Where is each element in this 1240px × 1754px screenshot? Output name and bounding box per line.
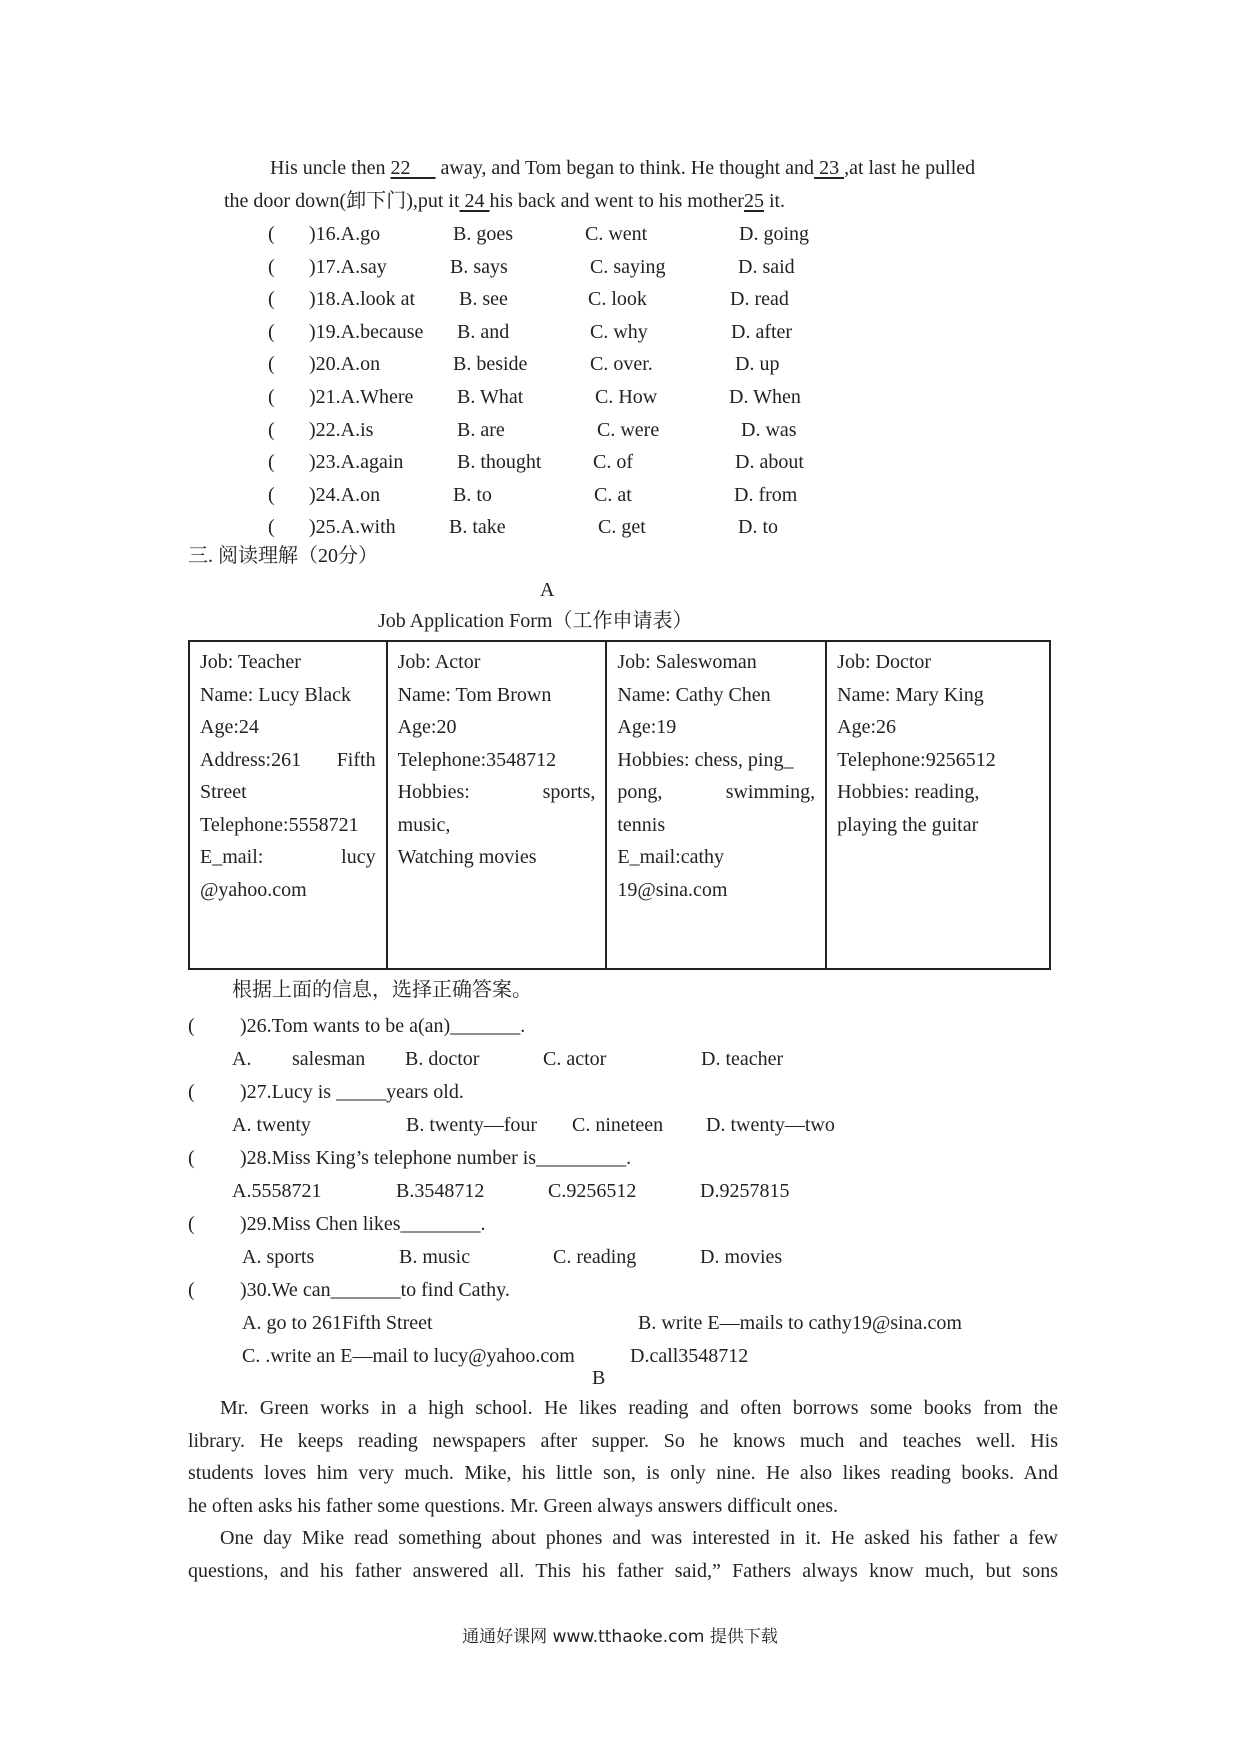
hobby: tennis [617,813,666,836]
option-c: C. at [594,483,632,506]
age: Age:24 [200,716,259,738]
question-26 [0,1012,1240,1040]
passage-line: he often asks his father some questions. Mr. Green always answers difficult ones. [188,1494,839,1517]
option-b: B. are [457,418,505,441]
applicant-teacher [189,641,387,969]
option-c: C. look [588,288,647,311]
option-a: )20.A.on [309,353,381,376]
answer-paren: ( [188,1147,195,1169]
option-a-text: salesman [292,1048,366,1070]
option-a: A. twenty [232,1114,311,1136]
text: His uncle then [270,157,391,179]
option-b: B. take [449,516,506,539]
hobbies: Hobbies: reading, [837,781,980,803]
option-b: B. says [450,255,508,278]
cloze-question-23 [0,448,1240,476]
answer-paren: ( [268,483,275,506]
option-d: D. to [738,516,778,539]
hobby: pong, [617,781,663,803]
option-b: B. thought [457,451,542,474]
question-29 [0,1210,1240,1238]
hobby: swimming, [725,781,816,803]
hobby: Watching movies [397,846,537,868]
email-label: E_mail: [200,846,264,868]
option-a: )17.A.say [309,255,387,278]
option-d: D.call3548712 [630,1345,749,1367]
hobby: sports, [542,781,596,803]
hobby: playing the guitar [837,813,979,836]
option-b: B. and [457,320,510,343]
blank-24: 24 [459,190,490,212]
option-c: C. went [585,223,648,245]
answer-paren: ( [268,255,275,278]
part-b-label: B [592,1367,606,1389]
answer-paren: ( [268,320,275,343]
answer-paren: ( [188,1279,195,1301]
question-28 [0,1144,1240,1172]
passage-line: One day Mike read something about phones and was interested in it. He asked his father a few [220,1527,1058,1549]
option-c: C. were [597,418,660,441]
answer-paren: ( [188,1081,195,1103]
text: away, and Tom began to think. He thought and [435,157,815,179]
passage-b-paragraph-2 [188,1522,1058,1587]
option-a: )19.A.because [309,320,424,343]
address-line [200,744,376,777]
cloze-question-24 [0,481,1240,509]
option-b: B. twenty—four [406,1114,538,1136]
option-d: D. up [735,353,780,376]
option-a: )23.A.again [309,451,404,474]
telephone: Telephone:3548712 [397,748,557,771]
text: his back and went to his mother [489,190,744,212]
cloze-question-20 [0,350,1240,378]
option-c: C. saying [590,255,666,278]
text: ,at last he pulled [844,157,976,179]
option-a: )22.A.is [309,418,374,441]
blank-23: 23 [814,157,845,179]
option-b: B.3548712 [396,1180,485,1202]
part-a-label: A [540,579,555,601]
name: Name: Mary King [837,683,984,706]
telephone: Telephone:5558721 [200,813,359,836]
cloze-question-21 [0,383,1240,411]
options-29 [0,1243,1240,1271]
option-b: B. doctor [405,1048,480,1070]
applicant-actor [387,641,607,969]
hobby: music, [397,813,451,836]
option-a: )25.A.with [309,516,396,539]
job: Job: Saleswoman [617,651,757,673]
question-27 [0,1078,1240,1106]
job-application-table [188,640,1051,970]
options-30-cd [0,1342,1240,1370]
option-b: B. What [457,386,524,408]
option-c: C. nineteen [572,1114,664,1136]
passage-line: questions, and his father answered all. This his father said,” Fathers always know much, but sons [188,1559,1058,1582]
option-d: D. from [734,483,798,506]
question-stem: )27.Lucy is _____years old. [240,1081,464,1103]
cloze-question-25 [0,513,1240,541]
options-30-ab [0,1309,1240,1337]
answer-paren: ( [268,223,275,245]
answer-paren: ( [268,516,275,539]
option-c: C. reading [553,1246,637,1268]
address-cont: Fifth [336,748,376,771]
job: Job: Doctor [837,651,932,673]
option-a: )21.A.Where [309,386,414,408]
option-d: D. movies [700,1246,783,1268]
option-d: D.9257815 [700,1180,790,1202]
age: Age:26 [837,716,897,738]
answer-paren: ( [268,451,275,474]
instruction: 根据上面的信息，选择正确答案。 [232,979,532,1001]
passage-line: students loves him very much. Mike, his little son, is only nine. He also likes reading books. And [188,1462,1058,1484]
option-d: D. twenty—two [706,1114,835,1136]
option-b: B. see [459,288,508,311]
address-street: Street [200,781,247,803]
option-d: D. read [730,288,789,311]
blank-22: 22 [390,157,411,179]
cloze-question-18 [0,285,1240,313]
option-c: C. over. [590,353,653,376]
option-b: B. beside [453,353,528,376]
email-user: lucy [341,846,376,868]
option-c: C. .write an E—mail to lucy@yahoo.com [242,1345,575,1367]
name: Name: Tom Brown [397,683,552,706]
option-b: B. to [453,483,492,506]
section-heading: 三. 阅读理解（20分） [188,545,378,567]
option-a: )18.A.look at [309,288,416,311]
option-a: A. sports [242,1246,315,1268]
question-stem: )26.Tom wants to be a(an)_______. [240,1015,526,1037]
option-c: C. How [595,386,658,408]
hobbies-line [398,776,596,809]
option-d: D. teacher [701,1048,784,1070]
hobbies-line [617,776,815,809]
question-stem: )30.We can_______to find Cathy. [240,1279,510,1301]
options-28 [0,1177,1240,1205]
page-footer: 通通好课网 www.tthaoke.com 提供下载 [462,1627,778,1647]
passage-b-paragraph-1 [188,1392,1058,1522]
hobbies-label: Hobbies: [397,781,470,803]
option-d: D. was [741,418,797,441]
cloze-question-17 [0,253,1240,281]
option-a: A.5558721 [232,1180,322,1202]
answer-paren: ( [188,1015,195,1037]
option-a: )16.A.go [309,223,381,245]
name: Name: Cathy Chen [617,683,771,706]
email: E_mail:cathy [617,846,725,868]
option-a: A. [232,1048,252,1070]
option-d: D. When [729,386,801,408]
answer-paren: ( [268,386,275,408]
question-30 [0,1276,1240,1304]
option-c: C. actor [543,1048,607,1070]
options-27 [0,1111,1240,1139]
blank-25: 25 [743,190,764,212]
address: Address:261 [200,748,302,771]
blank-22-space [411,157,436,179]
passage-line: library. He keeps reading newspapers after supper. So he knows much and teaches well. His [188,1429,1058,1452]
name: Name: Lucy Black [200,683,352,706]
form-title: Job Application Form（工作申请表） [378,610,693,632]
option-b: B. music [399,1246,471,1268]
option-d: D. going [739,223,809,245]
age: Age:20 [397,716,457,738]
option-b: B. goes [453,223,513,245]
email-line [200,841,376,874]
text: the door down(卸下门),put it [224,190,460,212]
option-d: D. said [738,255,795,278]
answer-paren: ( [188,1213,195,1235]
hobbies: Hobbies: chess, ping_ [617,748,794,771]
option-d: D. after [731,320,793,343]
option-a: )24.A.on [309,483,381,506]
question-stem: )28.Miss King’s telephone number is_________. [240,1147,632,1169]
option-a: A. go to 261Fifth Street [242,1312,433,1334]
job: Job: Teacher [200,651,301,673]
option-c: C.9256512 [548,1180,637,1202]
option-b: B. write E—mails to cathy19@sina.com [638,1312,962,1334]
applicant-saleswoman [606,641,826,969]
cloze-line-2 [224,191,785,211]
job: Job: Actor [397,651,481,673]
email-domain: 19@sina.com [617,878,728,901]
option-c: C. of [593,451,633,474]
passage-line: Mr. Green works in a high school. He likes reading and often borrows some books from the [220,1397,1058,1419]
option-c: C. why [590,320,648,343]
options-26 [0,1045,1240,1073]
cloze-question-16 [0,220,1240,248]
option-d: D. about [735,451,804,474]
answer-paren: ( [268,353,275,376]
applicant-doctor [826,641,1050,969]
cloze-line-1 [270,158,975,178]
telephone: Telephone:9256512 [837,748,996,771]
text: it. [763,190,786,212]
cloze-question-22 [0,416,1240,444]
question-stem: )29.Miss Chen likes________. [240,1213,486,1235]
answer-paren: ( [268,288,275,311]
age: Age:19 [617,716,677,738]
option-c: C. get [598,516,646,539]
answer-paren: ( [268,418,275,441]
cloze-question-19 [0,318,1240,346]
email-domain: @yahoo.com [200,878,307,901]
